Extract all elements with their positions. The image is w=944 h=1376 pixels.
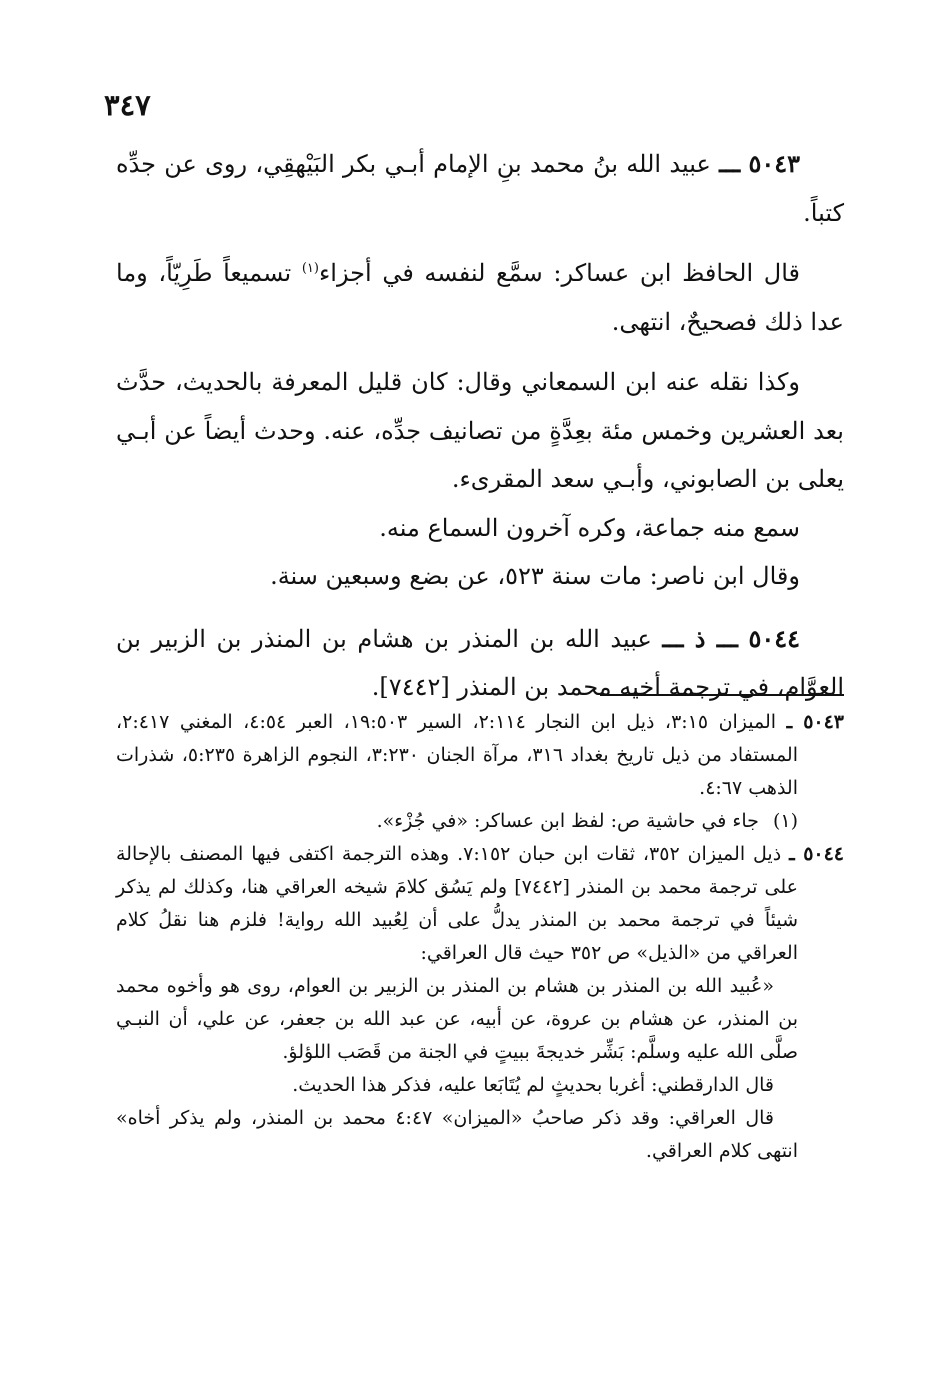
entry-5043-paragraph-death: وقال ابن ناصر: مات سنة ٥٢٣، عن بضع وسبعين سنة. [270, 562, 800, 590]
entry-5043-paragraph-listeners: سمع منه جماعة، وكره آخرون السماع منه. [379, 513, 800, 542]
entry-5044 [116, 615, 844, 712]
footnote-1-text: جاء في حاشية ص: لفظ ابن عساكر: «في جُزْء». [376, 810, 759, 832]
ibn-asakir-after: تسميعاً طَرِيّاً، وما عدا ذلك فصحيحٌ، انتهى. [116, 259, 844, 336]
footnote-1 [116, 805, 844, 838]
footnote-5044-quote: «عُبيد الله بن المنذر بن هشام بن المنذر بن الزبير بن العوام، روى هو وأخوه محمد بن المنذر، عن هشام بن عروة، عن أبيه، عن عبد الله بن جعفر، عن علي، أن النبـي صلَّى الله عليه وسلَّم: بَشِّر خديجةَ ببيتٍ في الجنة من قَصَب اللؤلؤ. [116, 975, 798, 1063]
footnote-5044-lead: ٥٠٤٤ ـ [789, 843, 845, 865]
footnote-5043 [116, 706, 844, 805]
footnote-1-mark: (١) [772, 810, 798, 832]
entry-5043-text: عبيد الله بنُ محمد بنِ الإمام أبـي بكر البَيْهقِي، روى عن جدِّه كتباً. [116, 150, 844, 227]
entry-5044-number: ٥٠٤٤ [748, 623, 800, 653]
page-number: ٣٤٧ [104, 88, 151, 122]
footnotes [116, 706, 844, 1168]
footnote-marker: (١) [301, 261, 319, 276]
entry-5044-dash: ـــ ذ ـــ [662, 623, 738, 653]
footnote-5044-text: ذيل الميزان ٣٥٢، ثقات ابن حبان ٧:١٥٢. وهذه الترجمة اكتفى فيها المصنف بالإحالة على ترجمة محمد بن المنذر [٧٤٤٢] ولم يَسُق كلامَ شيخه العراقي هنا، وكذلك لم يذكر شيئاً في ترجمة محمد بن المنذر يدلُّ على أن لِعُبيد الله رواية! فلزم هنا نقلُ كلام العراقي من «الذيل» ص ٣٥٢ حيث قال العراقي: [116, 843, 798, 964]
footnote-5044-daraqutni: قال الدارقطني: أغربا بحديثٍ لم يُتَابَعا عليه، فذكر هذا الحديث. [292, 1074, 774, 1096]
entry-5044-text: عبيد الله بن المنذر بن هشام بن المنذر بن الزبير بن العوَّام، في ترجمة أخيه محمد بن المنذر [٧٤٤٢]. [116, 624, 844, 701]
footnote-5043-text: الميزان ٣:١٥، ذيل ابن النجار ٢:١١٤، السير ١٩:٥٠٣، العبر ٤:٥٤، المغني ٢:٤١٧، المستفاد من ذيل تاريخ بغداد ٣١٦، مرآة الجنان ٣:٢٣٠، النجوم الزاهرة ٥:٢٣٥، شذرات الذهب ٤:٦٧. [116, 711, 798, 799]
footnote-separator [600, 694, 844, 696]
entry-5043-number: ٥٠٤٣ [748, 149, 800, 178]
entry-5043 [116, 140, 844, 237]
entry-5043-paragraph-samani: وكذا نقله عنه ابن السمعاني وقال: كان قليل المعرفة بالحديث، حدَّث بعد العشرين وخمس مئة بعِدَّةٍ من تصانيف جدِّه، عنه. وحدث أيضاً عن أبـي يعلى بن الصابوني، وأبـي سعد المقرىء. [116, 368, 844, 493]
main-text [116, 140, 844, 712]
entry-5043-dash: ـــ [719, 149, 741, 178]
entry-5043-paragraph-ibn-asakir [116, 249, 844, 346]
ibn-asakir-before: قال الحافظ ابن عساكر: سمَّع لنفسه في أجزاء [318, 259, 801, 287]
footnote-5044-iraqi: قال العراقي: وقد ذكر صاحبُ «الميزان» ٤:٤٧ محمد بن المنذر، ولم يذكر أخاه» انتهى كلام العراقي. [116, 1107, 798, 1162]
footnote-5043-lead: ٥٠٤٣ ـ [786, 711, 845, 733]
footnote-5044 [116, 838, 844, 970]
